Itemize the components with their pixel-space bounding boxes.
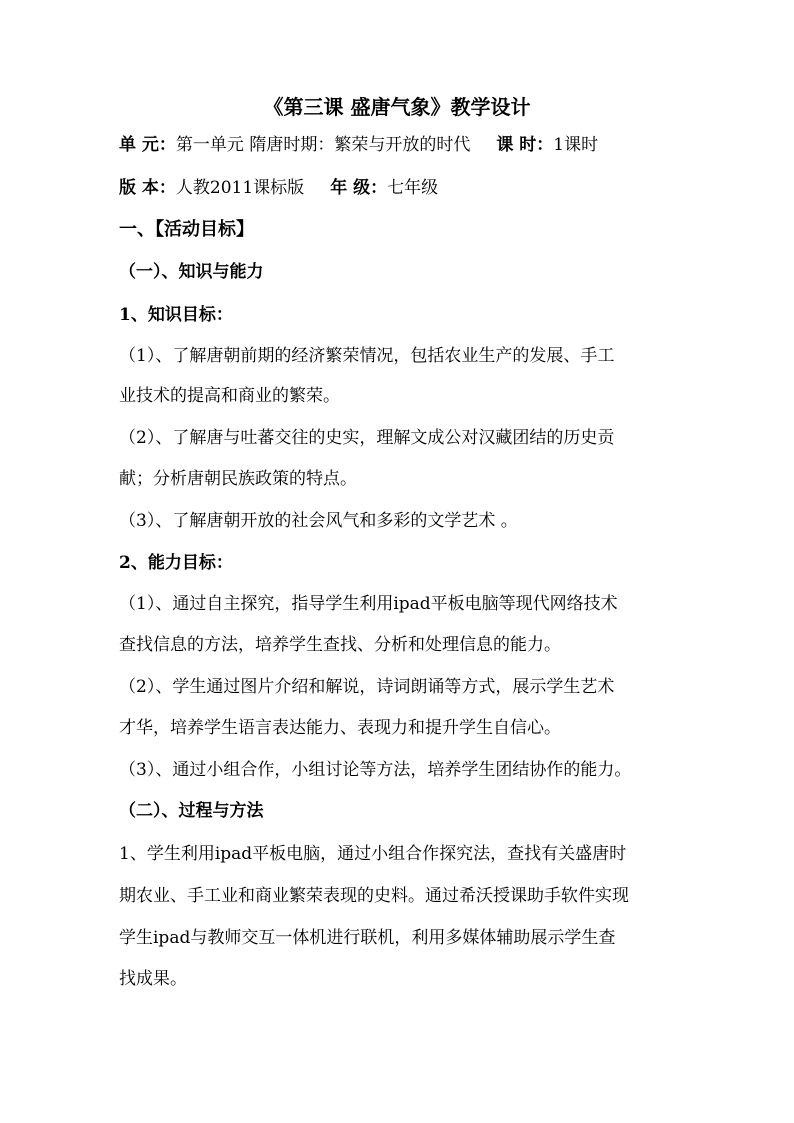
process-item-1-line-2: 期农业、手工业和商业繁荣表现的史料。通过希沃授课助手软件实现: [119, 886, 629, 906]
process-item-1-line-4: 找成果。: [119, 969, 187, 989]
edition-label: 版 本：: [119, 178, 176, 198]
ability-item-2-line-1: （2）、学生通过图片介绍和解说，诗词朗诵等方式，展示学生艺术: [119, 677, 615, 697]
ability-item-1-line-1: （1）、通过自主探究，指导学生利用ipad平板电脑等现代网络技术: [119, 594, 618, 614]
knowledge-item-2-line-1: （2）、了解唐与吐蕃交往的史实，理解文成公对汉藏团结的历史贡: [119, 428, 615, 448]
period-label: 课 时：: [496, 135, 554, 155]
meta-row-edition: [119, 176, 438, 200]
meta-row-unit: [119, 133, 598, 157]
unit-value: 第一单元 隋唐时期：繁荣与开放的时代: [175, 135, 471, 155]
period-value: 1课时: [553, 135, 599, 155]
process-item-1-line-1: 1、学生利用ipad平板电脑，通过小组合作探究法，查找有关盛唐时: [119, 844, 627, 864]
knowledge-item-2-line-2: 献；分析唐朝民族政策的特点。: [119, 469, 357, 489]
knowledge-heading: 1、知识目标：: [119, 305, 233, 325]
ability-item-1-line-2: 查找信息的方法，培养学生查找、分析和处理信息的能力。: [119, 635, 561, 655]
grade-value: 七年级: [387, 178, 439, 198]
knowledge-item-1-line-2: 业技术的提高和商业的繁荣。: [119, 386, 340, 406]
process-item-1-line-3: 学生ipad与教师交互一体机进行联机，利用多媒体辅助展示学生查: [119, 928, 616, 948]
knowledge-item-1-line-1: （1）、了解唐朝前期的经济繁荣情况，包括农业生产的发展、手工: [119, 346, 615, 366]
grade-label: 年 级：: [330, 178, 388, 198]
ability-item-2-line-2: 才华，培养学生语言表达能力、表现力和提升学生自信心。: [119, 718, 561, 738]
subsection-heading-process-method: （二）、过程与方法: [119, 801, 264, 821]
ability-heading: 2、能力目标：: [119, 553, 233, 573]
unit-label: 单 元：: [119, 135, 176, 155]
section-heading-objectives: 一、【活动目标】: [119, 219, 254, 240]
page-title: 《第三课 盛唐气象》教学设计: [263, 95, 531, 119]
ability-item-3-line-1: （3）、通过小组合作，小组讨论等方法，培养学生团结协作的能力。: [119, 760, 632, 780]
knowledge-item-3-line-1: （3）、了解唐朝开放的社会风气和多彩的文学艺术 。: [119, 511, 518, 531]
edition-value: 人教2011课标版: [175, 178, 305, 198]
subsection-heading-knowledge-ability: （一）、知识与能力: [119, 262, 264, 282]
